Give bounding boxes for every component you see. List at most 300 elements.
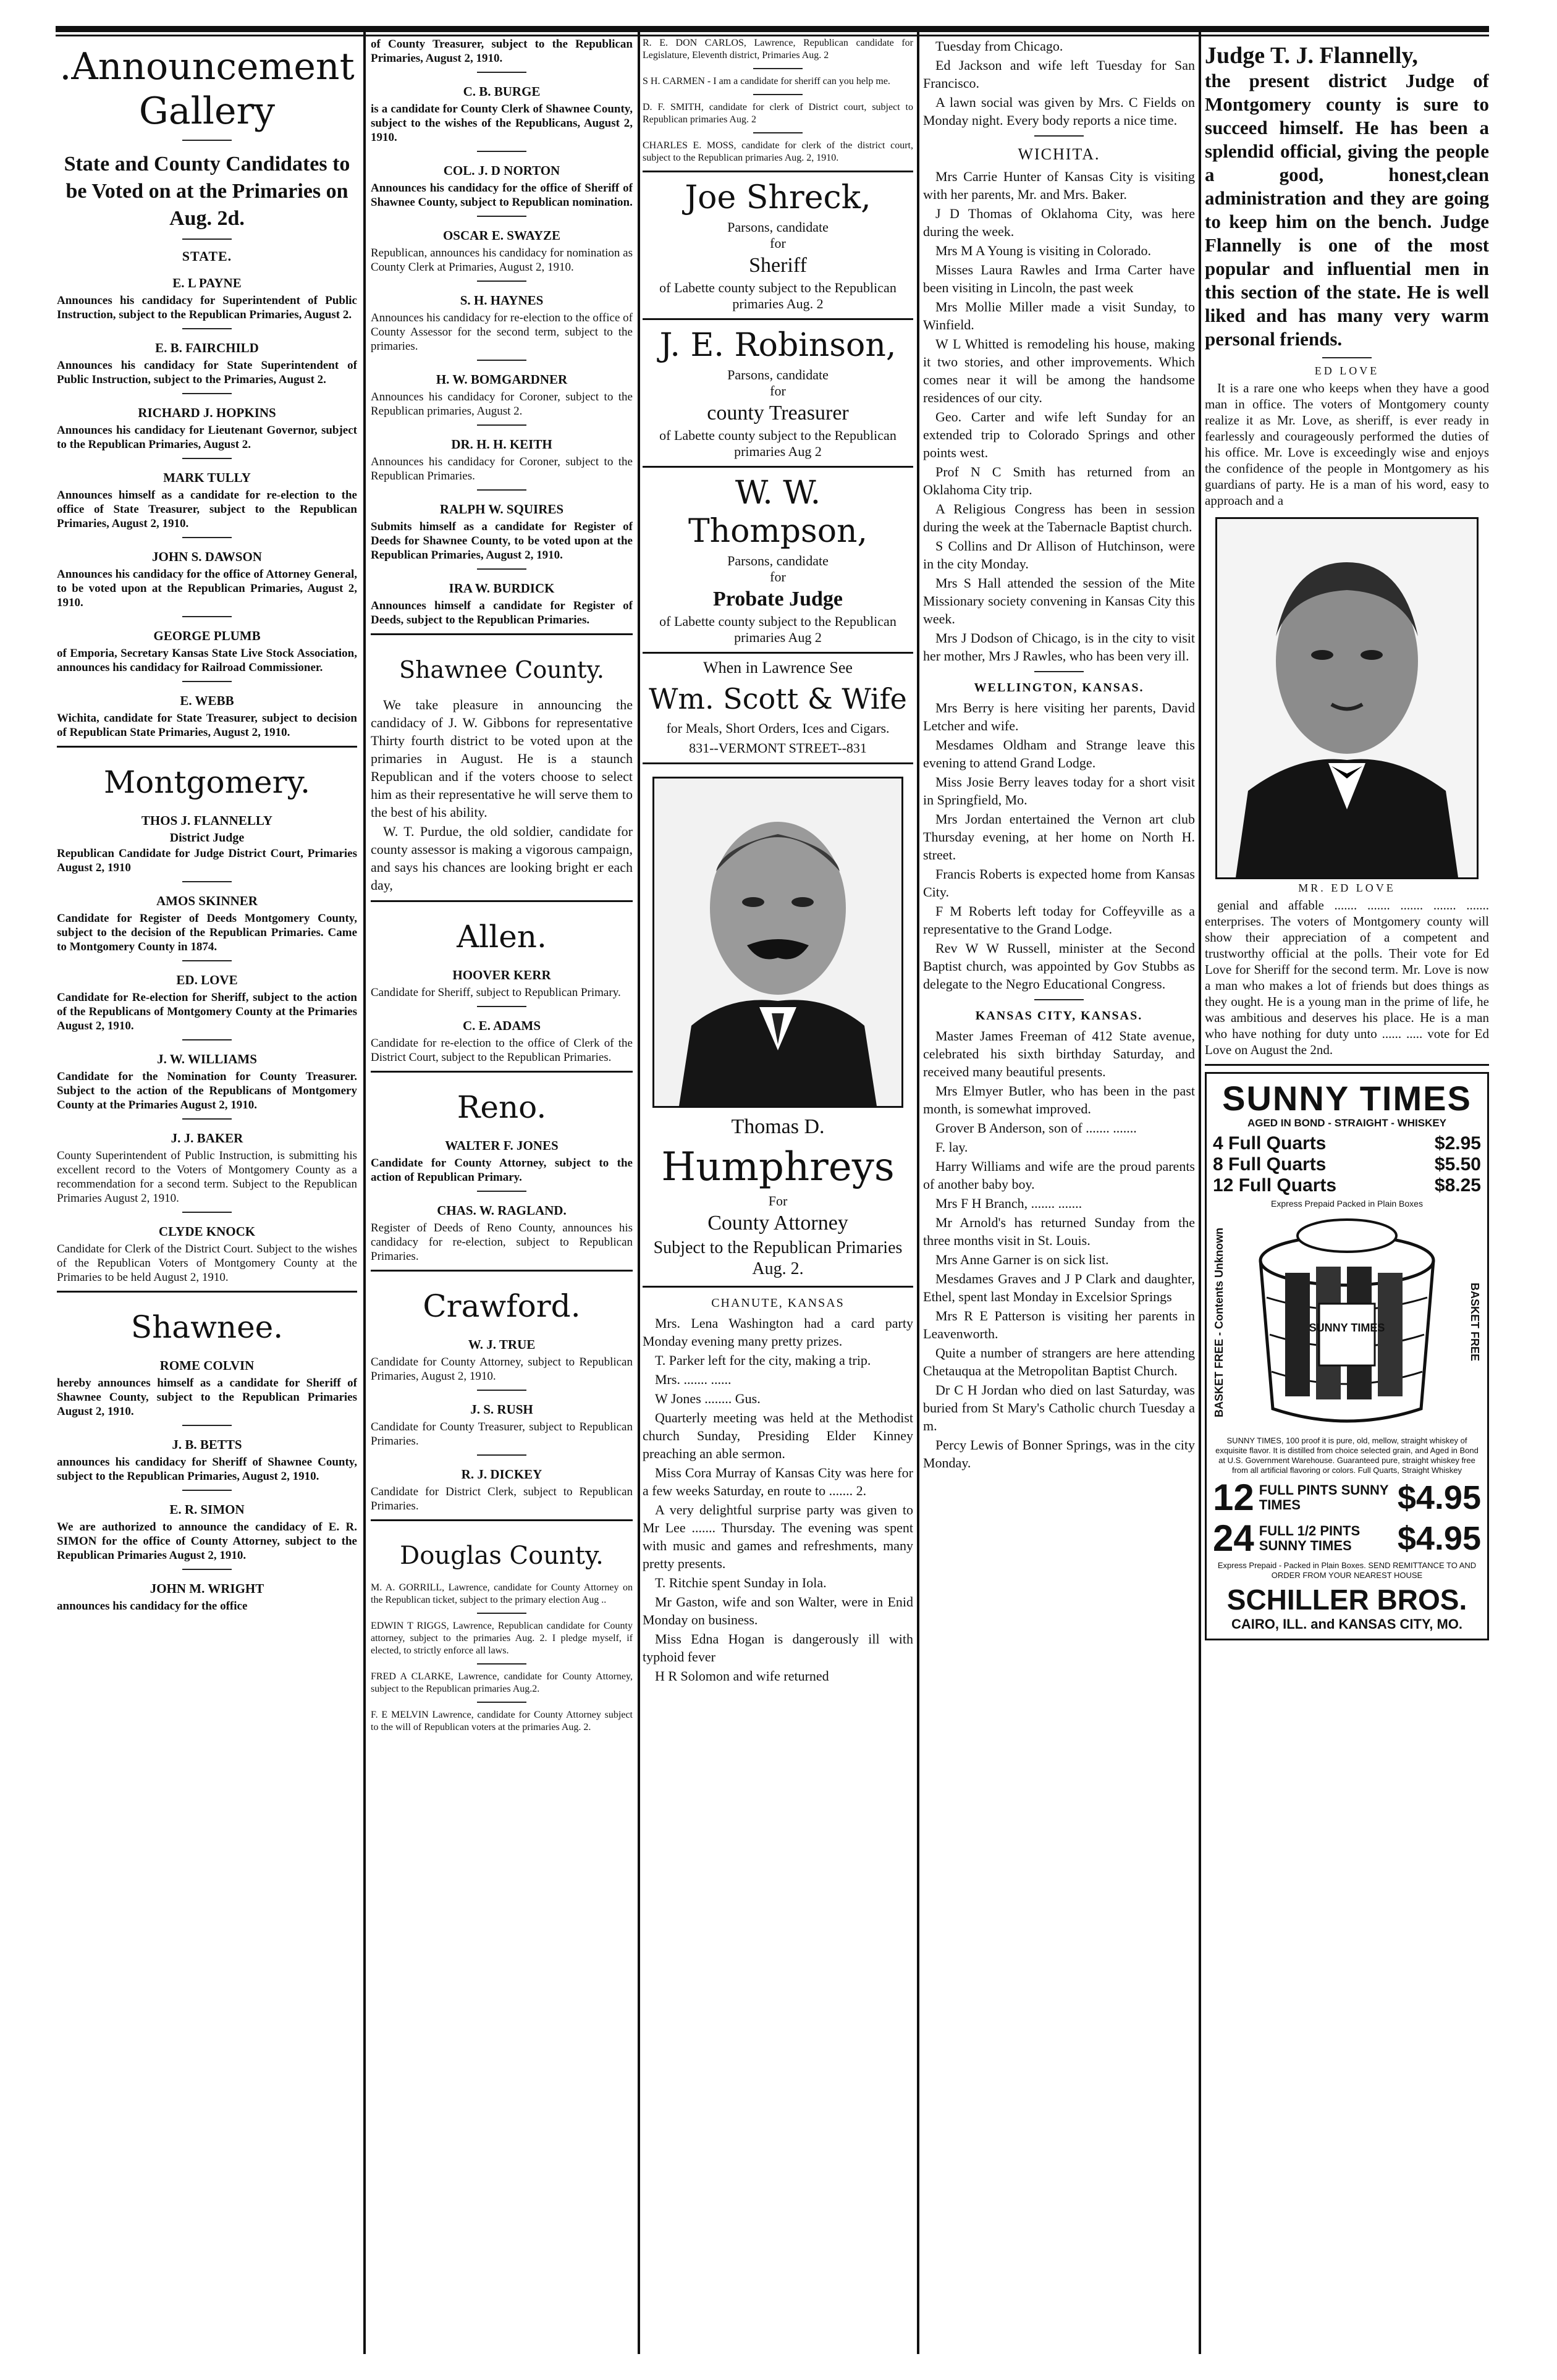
candidate-text: County Superintendent of Public Instruction, is submitting his excellent record to the Voters of Montgomery County as a recommendation for a second term. Subject to the Republican Primaries August 2, 1910. xyxy=(57,1149,357,1205)
ad-line: When in Lawrence See xyxy=(703,659,853,677)
candidate-first-name: Thomas D. xyxy=(731,1115,825,1138)
divider xyxy=(753,94,803,95)
candidate-text: Register of Deeds of Reno County, announces his candidacy for re-election, subject to Republican Primaries. xyxy=(371,1222,633,1263)
love-paragraph: It is a rare one who keeps when they have a good man in office. The voters of Montgomery county realize it as Mr. Love, as sheriff, is ever ready in fearlessly and courageously performed the duties of his office. Mr. Love is exceedingly wise and enjoys the confidence of the people in Montgomery as his guardians of party. He is a man of his word, easy to approach and a xyxy=(1205,381,1489,508)
divider xyxy=(477,1663,526,1665)
column-divider xyxy=(1199,31,1201,2354)
pint-count: 24 xyxy=(1213,1517,1254,1559)
candidate-entry xyxy=(371,1018,633,1065)
candidate-text: Candidate for Clerk of the District Court. Subject to the wishes of the Republican Voters of Montgomery County at the Primaries to be held August 2, 1910. xyxy=(57,1243,357,1284)
candidate-entry xyxy=(371,1203,633,1264)
candidate-name: J. J. BAKER xyxy=(171,1131,243,1146)
news-paragraph: Mrs Elmyer Butler, who has been in the past month, is somewhat improved. xyxy=(923,1083,1195,1116)
ad-line: Parsons, candidate xyxy=(727,367,829,382)
news-paragraph: Mrs Carrie Hunter of Kansas City is visiting with her parents, Mr. and Mrs. Baker. xyxy=(923,169,1195,202)
candidate-text: Announces his candidacy for Lieutenant Governor, subject to the Republican Primaries, August 2. xyxy=(57,424,357,451)
price-row xyxy=(1213,1175,1481,1196)
divider xyxy=(182,458,232,459)
section-rule xyxy=(371,1270,633,1272)
divider xyxy=(477,1390,526,1391)
candidate-entry xyxy=(57,470,357,531)
column-4 xyxy=(923,37,1195,2360)
candidate-entry xyxy=(57,893,357,954)
douglas-entry: EDWIN T RIGGS, Lawrence, Republican candidate for County attorney, subject to the primaries Aug. 2. I pledge myself, if elected, to strictly enforce all laws. xyxy=(371,1621,633,1656)
price: $2.95 xyxy=(1434,1133,1481,1154)
news-paragraph: Geo. Carter and wife left Sunday for an extended trip to Colorado Springs and other points west. xyxy=(923,409,1195,460)
candidate-name: CLYDE KNOCK xyxy=(158,1224,256,1239)
portrait-caption: MR. ED LOVE xyxy=(1298,882,1396,894)
candidate-name: WALTER F. JONES xyxy=(445,1138,559,1153)
candidate-entry xyxy=(57,1224,357,1285)
candidate-name: W. J. TRUE xyxy=(468,1337,536,1352)
love-label: ED LOVE xyxy=(1314,365,1380,377)
candidate-text: Candidate for the Nomination for County Treasurer. Subject to the action of the Republicans of Montgomery County at the Primaries August 2, 1910. xyxy=(57,1070,357,1112)
news-paragraph: Prof N C Smith has returned from an Oklahoma City trip. xyxy=(923,464,1195,497)
news-paragraph: F. lay. xyxy=(935,1139,968,1155)
column-2 xyxy=(371,37,633,2360)
divider xyxy=(182,140,232,141)
price-row xyxy=(1213,1154,1481,1175)
side-text-left: BASKET FREE - Contents Unknown xyxy=(1213,1227,1225,1417)
candidate-name: RICHARD J. HOPKINS xyxy=(138,405,276,420)
price-row xyxy=(1213,1133,1481,1154)
chanute-label: CHANUTE, KANSAS xyxy=(711,1296,845,1310)
divider xyxy=(182,238,232,240)
ad-office: county Treasurer xyxy=(707,402,849,424)
candidate-entry xyxy=(371,581,633,627)
candidate-text: Announces his candidacy for State Superintendent of Public Instruction, subject to the Primaries, August 2. xyxy=(57,359,357,386)
candidate-name: ED. LOVE xyxy=(176,973,238,987)
candidate-text: Announces his candidacy for re-election to the office of County Assessor for the second term, subject to the primaries. xyxy=(371,311,633,353)
chanute-paragraph: T. Ritchie spent Sunday in Iola. xyxy=(655,1575,827,1590)
news-paragraph: F M Roberts left today for Coffeyville as a representative to the Grand Lodge. xyxy=(923,903,1195,937)
column-divider xyxy=(363,31,366,2354)
candidate-name: COL. J. D NORTON xyxy=(443,163,560,178)
quantity: 4 Full Quarts xyxy=(1213,1133,1327,1154)
candidate-text: Announces himself a candidate for Register of Deeds, subject to the Republican Primaries. xyxy=(371,599,633,627)
news-paragraph: Francis Roberts is expected home from Kansas City. xyxy=(923,866,1195,900)
douglas-label: Douglas County. xyxy=(400,1542,604,1570)
candidate-text: Candidate for re-election to the office of Clerk of the District Court, subject to the Republican Primaries. xyxy=(371,1037,633,1064)
allen-label: Allen. xyxy=(457,919,547,955)
news-paragraph: Tuesday from Chicago. xyxy=(935,38,1063,54)
candidate-text: of Emporia, Secretary Kansas State Live Stock Association, announces his candidacy for Railroad Commissioner. xyxy=(57,647,357,674)
chanute-paragraph: Miss Cora Murray of Kansas City was here for a few weeks Saturday, en route to ....... 2. xyxy=(643,1465,913,1498)
pint-row xyxy=(1213,1517,1481,1559)
state-entries xyxy=(57,276,357,740)
portrait-image xyxy=(1217,519,1477,877)
candidate-text: Candidate for County Attorney, subject to the action of Republican Primary. xyxy=(371,1157,633,1184)
shawnee-paragraph: We take pleasure in announcing the candidacy of J. W. Gibbons for representative Thirty fourth district to be voted upon at the primaries in August. He is a staunch Republican and if the voters choose to select him as their representative he will serve them to the best of his ability. xyxy=(371,697,633,820)
shreck-ad xyxy=(643,179,913,312)
chanute-paragraph: Miss Edna Hogan is dangerously ill with typhoid fever xyxy=(643,1631,913,1665)
divider xyxy=(477,1454,526,1456)
candidate-text: hereby announces himself as a candidate for Sheriff of Shawnee County, subject to the Republican Primaries August 2, 1910. xyxy=(57,1377,357,1418)
advertiser-city: CAIRO, ILL. and KANSAS CITY, MO. xyxy=(1231,1616,1462,1632)
shawnee-label: Shawnee. xyxy=(130,1309,284,1345)
candidate-text: of County Treasurer, subject to the Republican Primaries, August 2, 1910. xyxy=(371,38,633,65)
divider xyxy=(477,1191,526,1192)
ad-office: Sheriff xyxy=(749,254,807,277)
basket-illustration-row xyxy=(1213,1211,1481,1433)
divider xyxy=(182,1039,232,1040)
candidate-name: Joe Shreck, xyxy=(685,179,871,216)
bottle-label: SUNNY TIMES xyxy=(1309,1322,1385,1334)
news-paragraph: Mrs Anne Garner is on sick list. xyxy=(935,1252,1109,1267)
news-paragraph: Mrs R E Patterson is visiting her parents in Leavenworth. xyxy=(923,1308,1195,1341)
notice-entry: D. F. SMITH, candidate for clerk of District court, subject to Republican primaries Aug. 2 xyxy=(643,102,913,125)
candidate-name: OSCAR E. SWAYZE xyxy=(442,228,561,243)
column-1 xyxy=(57,37,357,2360)
candidate-entry xyxy=(371,1138,633,1184)
price: $5.50 xyxy=(1434,1154,1481,1175)
divider xyxy=(182,960,232,961)
humphreys-portrait xyxy=(652,777,903,1108)
ad-subject: Subject to the Republican Primaries Aug. 2. xyxy=(653,1238,903,1278)
candidate-text: Announces his candidacy for Coroner, subject to the Republican primaries, August 2. xyxy=(371,390,633,418)
news-paragraph: Miss Josie Berry leaves today for a short visit in Springfield, Mo. xyxy=(923,774,1195,808)
candidate-entry xyxy=(57,1502,357,1563)
candidate-entry xyxy=(57,693,357,740)
state-label: STATE. xyxy=(182,248,232,264)
business-name: Wm. Scott & Wife xyxy=(649,682,907,715)
candidate-text: Candidate for District Clerk, subject to Republican Primaries. xyxy=(371,1485,633,1513)
candidate-entry xyxy=(57,276,357,322)
column-divider xyxy=(638,31,640,2354)
section-rule xyxy=(371,900,633,902)
divider xyxy=(182,1212,232,1213)
divider xyxy=(1034,999,1084,1000)
candidate-name: RALPH W. SQUIRES xyxy=(439,502,564,517)
section-rule xyxy=(643,762,913,764)
ad-line: For xyxy=(768,1193,788,1209)
divider xyxy=(182,393,232,394)
news-paragraph: Mesdames Graves and J P Clark and daughter, Ethel, spent last Monday in Excelsior Springs xyxy=(923,1271,1195,1304)
news-paragraph: Rev W W Russell, minister at the Second Baptist church, was appointed by Gov Stubbs as delegate to the Negro Educational Congress. xyxy=(923,940,1195,992)
divider xyxy=(477,216,526,217)
candidate-name: S. H. HAYNES xyxy=(460,293,544,308)
news-paragraph: Mrs M A Young is visiting in Colorado. xyxy=(935,243,1152,258)
notice-entry: CHARLES E. MOSS, candidate for clerk of the district court, subject to the Republican primaries Aug. 2, 1910. xyxy=(643,140,913,163)
candidate-name: J. E. Robinson, xyxy=(659,327,897,364)
candidate-entry xyxy=(371,1337,633,1383)
divider xyxy=(477,360,526,361)
robinson-ad xyxy=(643,326,913,460)
chanute-paragraph: H R Solomon and wife returned xyxy=(655,1668,829,1684)
divider xyxy=(477,424,526,426)
candidate-name: IRA W. BURDICK xyxy=(449,581,555,596)
love-portrait xyxy=(1215,517,1479,879)
ad-line: Parsons, candidate xyxy=(727,553,829,568)
candidate-name: MARK TULLY xyxy=(163,470,251,485)
montgomery-label: Montgomery. xyxy=(103,764,311,800)
divider xyxy=(477,568,526,570)
candidate-entry xyxy=(57,1581,357,1613)
candidate-entry xyxy=(57,549,357,610)
candidate-text: Candidate for County Attorney, subject to Republican Primaries, August 2, 1910. xyxy=(371,1356,633,1383)
candidate-entry xyxy=(371,502,633,562)
pint-desc: FULL PINTS SUNNY TIMES xyxy=(1259,1482,1389,1513)
candidate-entry xyxy=(371,84,633,145)
top-rule xyxy=(56,26,1489,32)
price: $8.25 xyxy=(1434,1175,1481,1196)
candidate-text: Wichita, candidate for State Treasurer, subject to decision of Republican State Primaries, August 2, 1910. xyxy=(57,712,357,739)
candidate-entry xyxy=(371,372,633,418)
news-paragraph: Mrs J Dodson of Chicago, is in the city to visit her mother, Mrs J Rawles, who has been very ill. xyxy=(923,630,1195,664)
reno-label: Reno. xyxy=(457,1089,547,1125)
quantity: 12 Full Quarts xyxy=(1213,1175,1337,1196)
candidate-text: is a candidate for County Clerk of Shawnee County, subject to the wishes of the Republicans, August 2, 1910. xyxy=(371,103,633,144)
divider xyxy=(182,681,232,682)
column-divider xyxy=(917,31,919,2354)
divider xyxy=(477,1702,526,1703)
pint-price: $4.95 xyxy=(1397,1520,1481,1557)
divider xyxy=(753,68,803,69)
judge-body: the present district Judge of Montgomery county is sure to succeed himself. He has been a splendid official, giving the people a good, honest,clean administration and they are going to keep him on the bench. Judge Flannelly is one of the most popular and influential men in this section of the state. He is well liked and has many very warm personal friends. xyxy=(1205,70,1489,350)
candidate-text: Candidate for Re-election for Sheriff, subject to the action of the Republicans of Montgomery County at the Primaries August 2, 1910. xyxy=(57,991,357,1032)
chanute-paragraph: T. Parker left for the city, making a trip. xyxy=(655,1352,871,1368)
candidate-text: Candidate for County Treasurer, subject to Republican Primaries. xyxy=(371,1420,633,1448)
quantity: 8 Full Quarts xyxy=(1213,1154,1327,1175)
news-paragraph: Dr C H Jordan who died on last Saturday, was buried from St Mary's Catholic church Tuesday a m. xyxy=(923,1382,1195,1433)
news-paragraph: Mrs S Hall attended the session of the Mite Missionary society convening in Kansas City this week. xyxy=(923,575,1195,627)
advertiser-name: SCHILLER BROS. xyxy=(1226,1584,1467,1616)
candidate-name: R. J. DICKEY xyxy=(461,1467,542,1482)
news-paragraph: Quite a number of strangers are here attending Chetauqua at the Metropolitan Baptist Church. xyxy=(923,1345,1195,1378)
candidate-entry xyxy=(371,1402,633,1448)
pint-price: $4.95 xyxy=(1397,1479,1481,1516)
candidate-name: HOOVER KERR xyxy=(452,968,551,982)
candidate-entry xyxy=(371,1467,633,1513)
ad-office: County Attorney xyxy=(707,1212,848,1234)
section-rule xyxy=(643,466,913,468)
section-rule xyxy=(57,746,357,748)
top-rule-thin xyxy=(56,35,1489,36)
news-paragraph: Grover B Anderson, son of ....... ....... xyxy=(935,1120,1137,1136)
basket-illustration xyxy=(1242,1211,1452,1433)
candidate-name: JOHN S. DAWSON xyxy=(152,549,262,564)
candidate-name: GEORGE PLUMB xyxy=(153,628,261,643)
notice-entry: R. E. DON CARLOS, Lawrence, Republican candidate for Legislature, Eleventh district, Primaries Aug. 2 xyxy=(643,38,913,61)
column-3 xyxy=(643,37,913,2360)
ad-subtitle: AGED IN BOND - STRAIGHT - WHISKEY xyxy=(1247,1117,1447,1129)
gallery-title: .Announcement Gallery xyxy=(59,45,355,133)
chanute-paragraph: Mrs. Lena Washington had a card party Monday evening many pretty prizes. xyxy=(643,1315,913,1349)
ad-office: Probate Judge xyxy=(713,588,843,610)
candidate-text: Announces his candidacy for Superintendent of Public Instruction, subject to the Republican Primaries, August 2. xyxy=(57,294,357,321)
candidate-name: E. R. SIMON xyxy=(169,1502,245,1517)
candidate-text: Submits himself as a candidate for Register of Deeds for Shawnee County, to be voted upon at the Republican Primaries, August 2, 1910. xyxy=(371,520,633,562)
candidate-name: C. B. BURGE xyxy=(463,84,541,99)
section-rule xyxy=(1205,1064,1489,1066)
pint-row xyxy=(1213,1479,1481,1516)
candidate-office: District Judge xyxy=(169,831,245,845)
chanute-paragraph: Mrs. ....... ...... xyxy=(655,1372,732,1387)
candidate-text: Announces his candidacy for the office of Sheriff of Shawnee County, subject to Republican nomination. xyxy=(371,182,633,209)
douglas-entry: M. A. GORRILL, Lawrence, candidate for County Attorney on the Republican ticket, subject to the primary election Aug .. xyxy=(371,1582,633,1605)
section-rule xyxy=(371,633,633,635)
ad-line: for Meals, Short Orders, Ices and Cigars. xyxy=(666,720,890,736)
gallery-subtitle: State and County Candidates to be Voted on at the Primaries on Aug. 2d. xyxy=(64,153,350,230)
divider xyxy=(182,616,232,617)
candidate-text: announces his candidacy for the office xyxy=(57,1600,248,1613)
divider xyxy=(477,1006,526,1007)
candidate-entry xyxy=(57,813,357,875)
section-rule xyxy=(371,1071,633,1073)
ad-line: for xyxy=(770,383,786,399)
chanute-paragraph: W Jones ........ Gus. xyxy=(655,1391,761,1406)
shawnee-entries xyxy=(57,1358,357,1613)
ad-title: SUNNY TIMES xyxy=(1222,1079,1472,1118)
news-paragraph: W L Whitted is remodeling his house, making it two stories, and other improvements. Which comes near it will be among the handsome residences of our city. xyxy=(923,336,1195,405)
ad-line: Parsons, candidate xyxy=(727,219,829,235)
ad-line: for xyxy=(770,235,786,251)
divider xyxy=(753,132,803,133)
chanute-paragraph: Quarterly meeting was held at the Methodist church Sunday, Presiding Elder Kinney preaching an able sermon. xyxy=(643,1410,913,1461)
ad-note: Express Prepaid Packed in Plain Boxes xyxy=(1271,1199,1423,1209)
ad-line: of Labette county subject to the Republican primaries Aug 2 xyxy=(659,614,897,645)
candidate-name: JOHN M. WRIGHT xyxy=(150,1581,264,1596)
news-paragraph: S Collins and Dr Allison of Hutchinson, were in the city Monday. xyxy=(923,538,1195,572)
candidate-name: CHAS. W. RAGLAND. xyxy=(437,1203,567,1218)
candidate-entry xyxy=(57,1131,357,1205)
candidate-name: J. W. WILLIAMS xyxy=(157,1052,257,1066)
divider xyxy=(1034,671,1084,672)
candidate-name: ROME COLVIN xyxy=(159,1358,255,1373)
candidate-entry xyxy=(57,628,357,675)
candidate-entry xyxy=(57,340,357,387)
news-paragraph: A Religious Congress has been in session during the week at the Tabernacle Baptist church. xyxy=(923,501,1195,534)
humphreys-ad xyxy=(643,1114,913,1280)
divider xyxy=(182,1490,232,1491)
divider xyxy=(477,489,526,491)
chanute-paragraph: Mr Gaston, wife and son Walter, were in Enid Monday on business. xyxy=(643,1594,913,1627)
kck-label: KANSAS CITY, KANSAS. xyxy=(975,1009,1143,1023)
divider xyxy=(182,328,232,329)
news-paragraph: Master James Freeman of 412 State avenue, celebrated his sixth birthday Saturday, and received many beautiful presents. xyxy=(923,1028,1195,1079)
candidate-entry xyxy=(371,163,633,209)
news-paragraph: Mesdames Oldham and Strange leave this evening to attend Grand Lodge. xyxy=(923,737,1195,770)
section-rule xyxy=(57,1291,357,1293)
divider xyxy=(477,151,526,152)
section-rule xyxy=(643,1286,913,1288)
candidate-entry xyxy=(371,968,633,1000)
divider xyxy=(182,881,232,882)
side-text-right: BASKET FREE xyxy=(1469,1283,1481,1362)
crawford-label: Crawford. xyxy=(423,1288,581,1324)
candidate-name: H. W. BOMGARDNER xyxy=(436,372,568,387)
judge-headline: Judge T. J. Flannelly, xyxy=(1205,43,1418,69)
divider xyxy=(477,1613,526,1614)
news-paragraph: Mrs Mollie Miller made a visit Sunday, to Winfield. xyxy=(923,299,1195,332)
love-paragraph: genial and affable ....... ....... ....... ....... ....... enterprises. The voters of Montgomery county will show their appreciation of a competent and trustworthy official at the polls. Their vote for Ed Love for Sheriff for the second term. Mr. Love is now a man who makes a lot of friends but does things as they ought. He is a young man in the prime of life, he was ambitious and deserves his place. He is a man who have nothing for duty unto ...... ..... vote for Ed Love on August the 2nd. xyxy=(1205,898,1489,1057)
candidate-name: THOS J. FLANNELLY xyxy=(141,813,273,828)
candidate-text: announces his candidacy for Sheriff of Shawnee County, subject to the Republican Primaries, August 2, 1910. xyxy=(57,1456,357,1483)
thompson-ad xyxy=(643,474,913,646)
divider xyxy=(1322,357,1372,358)
candidate-name: E. B. FAIRCHILD xyxy=(155,340,259,355)
candidate-text: Republican Candidate for Judge District Court, Primaries August 2, 1910 xyxy=(57,847,357,874)
news-paragraph: Harry Williams and wife are the proud parents of another baby boy. xyxy=(923,1158,1195,1192)
montgomery-entries xyxy=(57,813,357,1285)
douglas-entry: FRED A CLARKE, Lawrence, candidate for County Attorney, subject to the Republican primaries Aug.2. xyxy=(371,1671,633,1694)
pint-desc: FULL 1/2 PINTS SUNNY TIMES xyxy=(1259,1523,1361,1553)
divider xyxy=(477,281,526,282)
candidate-name: W. W. Thompson, xyxy=(688,475,868,550)
news-paragraph: Misses Laura Rawles and Irma Carter have been visiting in Lincoln, the past week xyxy=(923,262,1195,295)
douglas-entry: F. E MELVIN Lawrence, candidate for County Attorney subject to the will of Republican voters at the primaries Aug. 2. xyxy=(371,1710,633,1732)
divider xyxy=(182,1569,232,1570)
candidate-entry xyxy=(371,293,633,353)
news-paragraph: Mrs Berry is here visiting her parents, David Letcher and wife. xyxy=(923,700,1195,733)
candidate-entry xyxy=(57,1358,357,1419)
express-note: Express Prepaid - Packed in Plain Boxes. SEND REMITTANCE TO AND ORDER FROM YOUR NEAREST HOUSE xyxy=(1217,1561,1477,1580)
divider xyxy=(182,537,232,538)
portrait-image xyxy=(654,779,901,1106)
wellington-label: WELLINGTON, KANSAS. xyxy=(974,681,1144,694)
fine-print: SUNNY TIMES, 100 proof it is pure, old, mellow, straight whiskey of exquisite flavor. It is distilled from choice selected grain, and Aged in Bond at U.S. Government Warehouse. Guaranteed pure, straight whiskey free from all artificial flavoring or colors. Full Quarts, Straight Whiskey xyxy=(1215,1436,1479,1475)
candidate-name: AMOS SKINNER xyxy=(156,893,258,908)
candidate-entry xyxy=(57,1437,357,1483)
candidate-entry xyxy=(57,1052,357,1112)
candidate-name: J. B. BETTS xyxy=(172,1437,242,1452)
scott-ad xyxy=(643,660,913,756)
news-paragraph: A lawn social was given by Mrs. C Fields on Monday night. Every body reports a nice time. xyxy=(923,95,1195,128)
candidate-name: E. L PAYNE xyxy=(172,276,242,290)
news-paragraph: Mr Arnold's has returned Sunday from the three months visit in St. Louis. xyxy=(923,1215,1195,1248)
section-rule xyxy=(643,652,913,654)
sunny-times-ad xyxy=(1205,1072,1489,1640)
candidate-name: C. E. ADAMS xyxy=(462,1018,541,1033)
address-line: 831--VERMONT STREET--831 xyxy=(689,740,867,756)
notice-entry: S H. CARMEN - I am a candidate for sheriff can you help me. xyxy=(643,76,890,87)
shawnee-county-label: Shawnee County. xyxy=(399,656,604,683)
candidate-name: J. S. RUSH xyxy=(470,1402,533,1417)
candidate-text: Republican, announces his candidacy for nomination as County Clerk at Primaries, August 2, 1910. xyxy=(371,247,633,274)
wichita-label: WICHITA. xyxy=(1018,145,1100,163)
divider xyxy=(182,1118,232,1120)
candidate-text: Announces himself as a candidate for re-election to the office of State Treasurer, subject to the Republican Primaries, August 2, 1910. xyxy=(57,489,357,530)
divider xyxy=(182,1425,232,1426)
section-rule xyxy=(643,171,913,172)
shawnee-paragraph: W. T. Purdue, the old soldier, candidate for county assessor is making a vigorous campaign, and says his chances are looking bright er each day, xyxy=(371,824,633,893)
section-rule xyxy=(643,318,913,320)
candidate-entry xyxy=(371,437,633,483)
chanute-paragraph: A very delightful surprise party was given to Mr Lee ....... Thursday. The evening was spent with music and games and refreshments, many pretty presents. xyxy=(643,1502,913,1571)
ad-line: for xyxy=(770,569,786,584)
pint-count: 12 xyxy=(1213,1477,1254,1518)
candidate-text: Announces his candidacy for Coroner, subject to the Republican Primaries. xyxy=(371,455,633,483)
candidate-text: We are authorized to announce the candidacy of E. R. SIMON for the office of County Attorney, subject to the Republican Primaries August 2, 1910. xyxy=(57,1521,357,1562)
news-paragraph: Mrs F H Branch, ....... ....... xyxy=(935,1196,1082,1211)
divider xyxy=(1034,135,1084,137)
candidate-entry xyxy=(57,973,357,1033)
ad-line: of Labette county subject to the Republican primaries Aug 2 xyxy=(659,428,897,459)
news-paragraph: J D Thomas of Oklahoma City, was here during the week. xyxy=(923,206,1195,239)
section-rule xyxy=(371,1519,633,1521)
candidate-text: Candidate for Sheriff, subject to Republican Primary. xyxy=(371,986,621,999)
candidate-last-name: Humphreys xyxy=(661,1144,895,1190)
ad-line: of Labette county subject to the Republican primaries Aug. 2 xyxy=(659,280,897,311)
candidate-name: DR. H. H. KEITH xyxy=(451,437,552,452)
news-paragraph: Percy Lewis of Bonner Springs, was in the city Monday. xyxy=(923,1437,1195,1471)
candidate-text: Candidate for Register of Deeds Montgomery County, subject to the decision of the Republican Primaries. Came to Montgomery County in 1874. xyxy=(57,912,357,953)
divider xyxy=(477,72,526,73)
candidate-entry xyxy=(57,405,357,452)
candidate-entry xyxy=(371,228,633,274)
candidate-text: Announces his candidacy for the office of Attorney General, to be voted upon at the Republican Primaries, August 2, 1910. xyxy=(57,568,357,609)
news-paragraph: Ed Jackson and wife left Tuesday for San Francisco. xyxy=(923,57,1195,91)
